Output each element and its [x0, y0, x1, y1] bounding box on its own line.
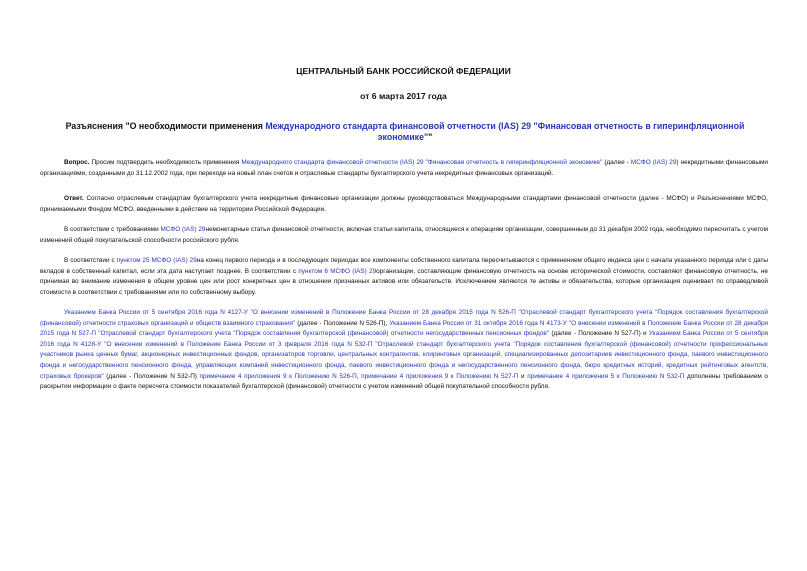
directive-4127-link[interactable]: Указанием Банка России от 5 сентября 2016 года N 4127-У "О внесении изменений в Положение Банка России от 28 декабря 2015 года N 526-П "Отраслевой стандарт бухгалтерского учета "Порядок составления бухгалтерской (финансовой) отчетности страховых организаций и обществ взаимного страхования" [40, 309, 768, 327]
title-prefix: Разъяснения "О необходимости применения [65, 121, 266, 131]
note-526-link[interactable]: примечание 4 приложения 9 к Положению N 526-П [199, 372, 357, 380]
points-paragraph [40, 256, 768, 298]
note-527-link[interactable]: примечание 4 приложения 9 к Положению N 527-П [361, 372, 519, 380]
note-532-link[interactable]: примечание 4 приложения 5 к Положению N 532-П [527, 372, 685, 380]
requirements-text-2: немонетарные статьи финансовой отчетности, включая статьи капитала, относящиеся к операциям организации, совершенным до 31 декабря 2002 года, необходимо пересчитать с учетом изменений общей покупательской способности российского рубля. [40, 226, 768, 244]
document-title [60, 121, 750, 143]
directive-4128-link[interactable]: Указанием Банка России от 5 сентября 2016 года N 4128-У "О внесении изменений в Положение Банка России от 3 февраля 2016 года N 532-П "Отраслевой стандарт бухгалтерского учета "Порядок составления бухгалтерской (финансовой) отчетности профессиональных участников рынка ценных бумаг, акционерных инвестиционных фондов, организаторов торговли, центральных контрагентов, клиринговых организаций, специализированных депозитариев инвестиционного фонда, паевого инвестиционного фонда и негосударственного пенсионного фонда, управляющих компаний инвестиционного фонда, паевого инвестиционного фонда и негосударственного пенсионного фонда, бюро кредитных историй, кредитных рейтинговых агентств, страховых брокеров" [40, 330, 768, 380]
directive-4173-link[interactable]: Указанием Банка России от 31 октября 2016 года N 4173-У "О внесении изменений в Положение Банка России от 28 декабря 2015 года N 527-П "Отраслевой стандарт бухгалтерского учета "Порядок составления бухгалтерской (финансовой) отчетности негосударственных пенсионных фондов" [40, 319, 768, 338]
amendments-text-6: дополнены требованием о раскрытии информации о факте пересчета стоимости показателей бухгалтерской (финансовой) отчетности с учетом изменений общей покупательной способности рубля. [40, 372, 768, 391]
amendments-text-1: (далее - Положение N 526-П), [295, 319, 390, 327]
requirements-paragraph [40, 225, 768, 246]
question-text-2: (далее - [602, 159, 631, 166]
amendments-paragraph [40, 308, 768, 393]
point-25-link[interactable]: пунктом 25 МСФО (IAS) 29 [116, 257, 197, 264]
points-text-1: В соответствии с [64, 257, 117, 264]
points-text-3: организации, составляющие финансовую отчетность на основе исторической стоимости, составляют финансовую отчетность, не принимая во внимание изменения в общем уровне цен или рост конкретных цен в отношении признанных активов или обязательств. Исключением являются те активы и обязательства, которые организация оценивает по справедливой стоимости в соответствии с требованиями или по собственному выбору. [40, 267, 768, 296]
issuer-heading: ЦЕНТРАЛЬНЫЙ БАНК РОССИЙСКОЙ ФЕДЕРАЦИИ [296, 66, 511, 76]
ias29-short-link[interactable]: МСФО (IAS) 29 [630, 159, 677, 166]
title-suffix: " [428, 132, 433, 142]
answer-paragraph [40, 194, 768, 215]
question-paragraph [40, 158, 768, 179]
question-label: Вопрос. [64, 159, 90, 166]
point-6-link[interactable]: пунктом 6 МСФО (IAS) 29 [298, 267, 377, 275]
amendments-text-4: , [356, 372, 362, 380]
question-text-1: Просим подтвердить необходимость применения [89, 159, 242, 166]
ias29-standard-link[interactable]: Международного стандарта финансовой отчетности (IAS) 29 "Финансовая отчетность в гиперинфляционной экономике" [241, 159, 603, 166]
amendments-text-5: и [518, 372, 528, 380]
ias29-requirements-link[interactable]: МСФО (IAS) 29 [160, 226, 206, 233]
answer-label: Ответ. [64, 195, 84, 202]
points-text-2: на конец первого периода и в последующих периодах все компоненты собственного капитала пересчитываются с применением общего индекса цен с начала указанного периода или с даты вкладов в собственный капитал, если эта дата наступает позднее. В соответствии с [40, 257, 769, 275]
amendments-text-3: (далее - Положение N 532-П) [103, 372, 200, 380]
requirements-text-1: В соответствии с требованиями [64, 226, 161, 233]
title-ias29-link[interactable]: Международного стандарта финансовой отчетности (IAS) 29 "Финансовая отчетность в гиперинфляционной экономике" [265, 121, 745, 142]
amendments-text-2: (далее - Положение N 527-П) и [549, 330, 649, 338]
question-text-3: ) некредитными финансовыми организациями, созданными до 31.12.2002 года, при переходе на новый план счетов и отраслевые стандарты бухгалтерского учета некредитных финансовых организаций. [40, 159, 768, 177]
date-heading: от 6 марта 2017 года [360, 91, 447, 101]
answer-text: Согласно отраслевым стандартам бухгалтерского учета некредитные финансовые организации должны руководствоваться Международными стандартами финансовой отчетности (далее - МСФО) и Разъяснениями МСФО, принимаемыми Фондом МСФО, введенными в действие на территории Российской Федерации. [40, 195, 768, 213]
